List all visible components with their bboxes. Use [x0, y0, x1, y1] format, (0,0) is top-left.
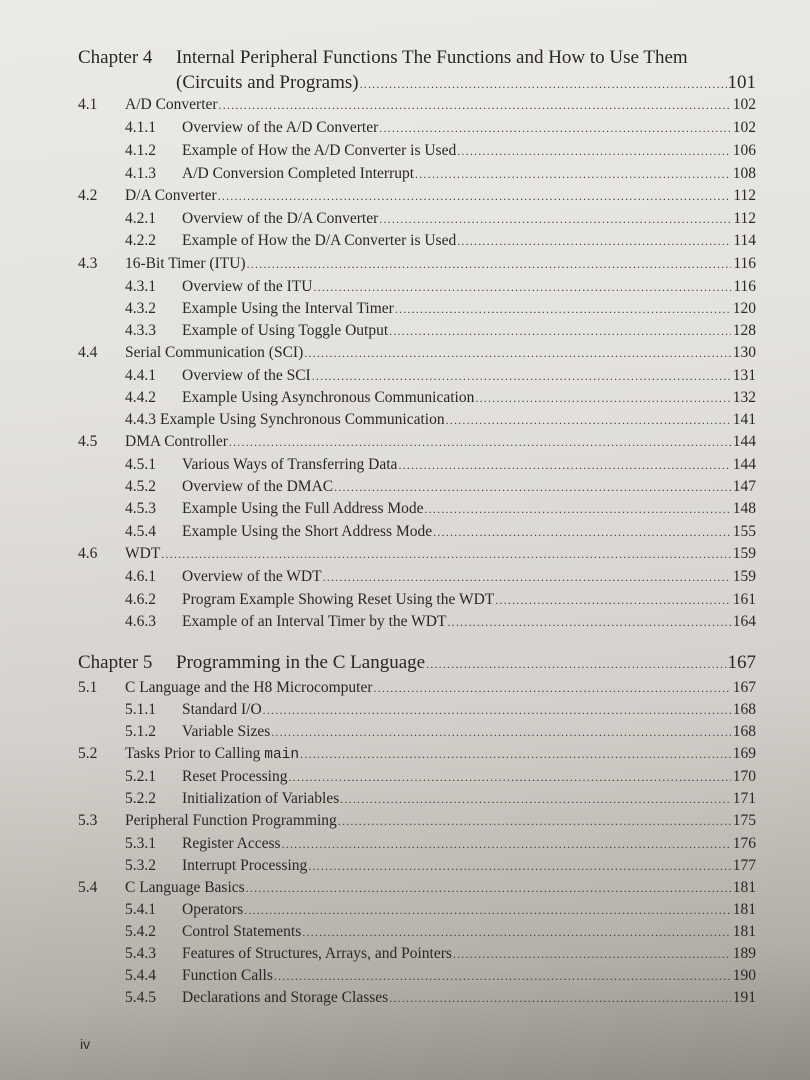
entry-number: 5.4	[78, 879, 98, 896]
toc-entry-4-6[interactable]	[78, 544, 756, 564]
page-number: 181	[732, 879, 756, 896]
entry-number: 4.3.1	[125, 278, 156, 295]
entry-number: 5.4.5	[125, 989, 156, 1006]
page-number: 181	[732, 923, 756, 940]
page-number: 175	[732, 812, 756, 829]
entry-number: 4.1.3	[125, 165, 156, 182]
entry-number: 4.6	[78, 545, 98, 562]
toc-entry-4-2-1[interactable]	[78, 209, 756, 229]
toc-entry-4-5-1[interactable]	[78, 455, 756, 475]
dot-leader	[389, 321, 731, 341]
entry-number: 4.5.3	[125, 500, 156, 517]
entry-title: Initialization of Variables	[182, 790, 340, 807]
entry-title: Example of Using Toggle Output	[182, 322, 389, 339]
entry-title: Example of How the D/A Converter is Used	[182, 232, 457, 249]
entry-title: Control Statements	[182, 923, 302, 940]
entry-number: 4.2.1	[125, 210, 156, 227]
entry-title: Serial Communication (SCI)	[125, 344, 304, 361]
entry-title: C Language and the H8 Microcomputer	[125, 679, 373, 696]
entry-title: Example Using Asynchronous Communication	[182, 389, 475, 406]
page-number: 155	[732, 523, 756, 540]
entry-title	[125, 744, 299, 765]
dot-leader	[340, 789, 731, 809]
entry-title: Example Using the Interval Timer	[182, 300, 394, 317]
dot-leader	[379, 209, 731, 229]
entry-title: Function Calls	[182, 967, 273, 984]
entry-number: 5.2.1	[125, 768, 156, 785]
entry-title: Example Using Synchronous Communication	[160, 411, 445, 428]
page-number: 148	[732, 500, 756, 517]
page-number: 171	[732, 790, 756, 807]
dot-leader	[247, 254, 731, 274]
toc-entry-5-3-2[interactable]	[78, 856, 756, 876]
chapter-5-entry[interactable]	[78, 651, 756, 676]
toc-entry-4-6-2[interactable]	[78, 590, 756, 610]
entry-number: 4.3	[78, 255, 98, 272]
dot-leader	[425, 499, 731, 519]
page-number: 191	[732, 989, 756, 1006]
entry-number: 4.1.1	[125, 119, 156, 136]
toc-entry-5-2[interactable]	[78, 744, 756, 765]
page-number: 116	[733, 255, 756, 272]
page-number: 170	[732, 768, 756, 785]
entry-title: A/D Conversion Completed Interrupt	[182, 165, 415, 182]
page-number: 102	[732, 119, 756, 136]
toc-entry-4-1-3[interactable]	[78, 164, 756, 184]
toc-entry-4-3[interactable]	[78, 254, 756, 274]
page-folio: iv	[80, 1036, 91, 1052]
dot-leader	[263, 700, 731, 720]
entry-number: 4.4.1	[125, 367, 156, 384]
page-number: 131	[732, 367, 756, 384]
page-number: 130	[732, 344, 756, 361]
page-number: 144	[732, 433, 756, 450]
toc-entry-4-1-1[interactable]	[78, 118, 756, 138]
entry-title: Example Using the Short Address Mode	[182, 523, 433, 540]
entry-number: 5.1.1	[125, 701, 156, 718]
entry-number: 4.6.3	[125, 613, 156, 630]
entry-number: 5.2	[78, 745, 98, 762]
entry-number: 4.6.2	[125, 591, 156, 608]
entry-title: Overview of the WDT	[182, 568, 322, 585]
dot-leader	[229, 432, 731, 452]
page-number: 101	[727, 72, 756, 93]
dot-leader	[302, 922, 731, 942]
code-keyword-main: main	[264, 747, 300, 763]
page-number: 167	[727, 652, 756, 673]
page-number: 159	[732, 545, 756, 562]
entry-title: Operators	[182, 901, 244, 918]
toc-entry-5-4-1[interactable]	[78, 900, 756, 920]
page-number: 112	[733, 210, 756, 227]
entry-title: Overview of the A/D Converter	[182, 119, 379, 136]
page-number: 102	[732, 96, 756, 113]
page-number: 169	[732, 745, 756, 762]
chapter-title-line1: Internal Peripheral Functions The Functions and How to Use Them	[176, 47, 688, 68]
entry-number: 4.1	[78, 96, 98, 113]
toc-entry-5-4-3[interactable]	[78, 944, 756, 964]
page-number: 114	[733, 232, 756, 249]
dot-leader	[415, 164, 731, 184]
entry-title: DMA Controller	[125, 433, 228, 450]
dot-leader	[374, 678, 732, 698]
dot-leader	[457, 141, 731, 161]
entry-title: Overview of the D/A Converter	[182, 210, 379, 227]
entry-number: 5.2.2	[125, 790, 156, 807]
entry-number: 4.4.2	[125, 389, 156, 406]
entry-number: 4.5.2	[125, 478, 156, 495]
page-number: 190	[732, 967, 756, 984]
entry-number: 5.4.4	[125, 967, 156, 984]
page-number: 128	[732, 322, 756, 339]
dot-leader	[398, 455, 731, 475]
entry-title: WDT	[125, 545, 161, 562]
dot-leader	[338, 811, 731, 831]
entry-number: 5.4.2	[125, 923, 156, 940]
toc-entry-4-5-4[interactable]	[78, 522, 756, 542]
entry-title: Standard I/O	[182, 701, 262, 718]
entry-number: 5.3	[78, 812, 98, 829]
dot-leader	[379, 118, 731, 138]
toc-entry-4-4[interactable]	[78, 343, 756, 363]
entry-number: 5.3.1	[125, 835, 156, 852]
page-number: 189	[732, 945, 756, 962]
page-number: 164	[732, 613, 756, 630]
page-number: 147	[732, 478, 756, 495]
toc-entry-4-5-2[interactable]	[78, 477, 756, 497]
toc-entry-4-5-3[interactable]	[78, 499, 756, 519]
dot-leader	[304, 343, 731, 363]
page-number: 181	[732, 901, 756, 918]
chapter-title-line2: (Circuits and Programs)	[176, 72, 359, 93]
page-number: 132	[732, 389, 756, 406]
entry-title: Variable Sizes	[182, 723, 271, 740]
page-number: 141	[732, 411, 756, 428]
page-number: 106	[732, 142, 756, 159]
page-number: 167	[732, 679, 756, 696]
page-number: 168	[732, 701, 756, 718]
dot-leader	[313, 277, 731, 297]
entry-title: 16-Bit Timer (ITU)	[125, 255, 246, 272]
toc-entry-5-4-2[interactable]	[78, 922, 756, 942]
entry-title: Register Access	[182, 835, 281, 852]
entry-title: D/A Converter	[125, 187, 217, 204]
toc-entry-5-3-1[interactable]	[78, 834, 756, 854]
entry-number: 5.4.3	[125, 945, 156, 962]
chapter-4-entry[interactable]	[176, 71, 756, 96]
entry-number: 4.2	[78, 187, 98, 204]
entry-number: 4.5	[78, 433, 98, 450]
entry-number: 4.1.2	[125, 142, 156, 159]
dot-leader	[453, 944, 731, 964]
chapter-number: Chapter 5	[78, 652, 153, 673]
entry-number: 4.5.4	[125, 523, 156, 540]
entry-title: Interrupt Processing	[182, 857, 308, 874]
page-number: 176	[732, 835, 756, 852]
dot-leader	[308, 856, 731, 876]
entry-title: Example Using the Full Address Mode	[182, 500, 424, 517]
page-number: 144	[732, 456, 756, 473]
dot-leader	[288, 767, 731, 787]
toc-entry-4-1[interactable]	[78, 95, 756, 115]
toc-entry-4-4-2[interactable]	[78, 388, 756, 408]
toc-entry-4-3-3[interactable]	[78, 321, 756, 341]
dot-leader	[219, 95, 731, 115]
page-number: 112	[733, 187, 756, 204]
page-number: 120	[732, 300, 756, 317]
entry-title-text: Tasks Prior to Calling	[125, 745, 265, 762]
page-number: 116	[733, 278, 756, 295]
entry-title: Overview of the DMAC	[182, 478, 334, 495]
entry-title: Overview of the SCI	[182, 367, 311, 384]
toc-entry-5-4[interactable]	[78, 878, 756, 898]
dot-leader	[360, 72, 727, 96]
dot-leader	[244, 900, 731, 920]
dot-leader	[282, 834, 731, 854]
entry-number: 5.4.1	[125, 901, 156, 918]
entry-title: Example of an Interval Timer by the WDT	[182, 613, 447, 630]
entry-number: 4.5.1	[125, 456, 156, 473]
page-number: 159	[732, 568, 756, 585]
toc-entry-5-3[interactable]	[78, 811, 756, 831]
entry-title: Various Ways of Transferring Data	[182, 456, 398, 473]
entry-title: Example of How the A/D Converter is Used	[182, 142, 457, 159]
dot-leader	[389, 988, 731, 1008]
dot-leader	[446, 410, 731, 430]
dot-leader	[271, 722, 731, 742]
chapter-number: Chapter 4	[78, 47, 153, 68]
entry-number: 4.6.1	[125, 568, 156, 585]
entry-number: 4.4	[78, 344, 98, 361]
chapter-4-heading	[78, 46, 688, 70]
dot-leader	[312, 366, 731, 386]
entry-number: 4.3.3	[125, 322, 156, 339]
page-number: 161	[732, 591, 756, 608]
dot-leader	[447, 612, 731, 632]
entry-title: C Language Basics	[125, 879, 245, 896]
entry-title: Overview of the ITU	[182, 278, 313, 295]
toc-entry-4-5[interactable]	[78, 432, 756, 452]
entry-title: Reset Processing	[182, 768, 288, 785]
entry-title: A/D Converter	[125, 96, 218, 113]
toc-entry-5-1-2[interactable]	[78, 722, 756, 742]
entry-title: Program Example Showing Reset Using the WDT	[182, 591, 495, 608]
entry-title: Peripheral Function Programming	[125, 812, 337, 829]
dot-leader	[274, 966, 731, 986]
chapter-title: Programming in the C Language	[176, 652, 426, 673]
entry-number: 5.1.2	[125, 723, 156, 740]
dot-leader	[161, 544, 731, 564]
toc-entry-4-1-2[interactable]	[78, 141, 756, 161]
toc-entry-4-6-3[interactable]	[78, 612, 756, 632]
toc-entry-4-2-2[interactable]	[78, 231, 756, 251]
dot-leader	[457, 231, 731, 251]
toc-entry-4-4-3[interactable]	[78, 410, 756, 430]
dot-leader	[426, 652, 726, 676]
entry-number: 5.1	[78, 679, 98, 696]
page-number: 177	[732, 857, 756, 874]
dot-leader	[300, 744, 731, 764]
dot-leader	[395, 299, 731, 319]
page-number: 168	[732, 723, 756, 740]
toc-entry-5-1[interactable]	[78, 678, 756, 698]
entry-title: Features of Structures, Arrays, and Pointers	[182, 945, 452, 962]
page-number: 108	[732, 165, 756, 182]
toc-entry-4-3-1[interactable]	[78, 277, 756, 297]
dot-leader	[323, 567, 731, 587]
dot-leader	[433, 522, 731, 542]
toc-entry-5-2-2[interactable]	[78, 789, 756, 809]
dot-leader	[475, 388, 731, 408]
toc-entry-4-6-1[interactable]	[78, 567, 756, 587]
dot-leader	[218, 186, 731, 206]
dot-leader	[246, 878, 731, 898]
toc-entry-4-3-2[interactable]	[78, 299, 756, 319]
toc-entry-4-4-1[interactable]	[78, 366, 756, 386]
entry-number: 4.4.3	[125, 411, 156, 428]
toc-entry-5-4-5[interactable]	[78, 988, 756, 1008]
toc-entry-5-4-4[interactable]	[78, 966, 756, 986]
entry-number: 5.3.2	[125, 857, 156, 874]
entry-title: Declarations and Storage Classes	[182, 989, 389, 1006]
dot-leader	[334, 477, 731, 497]
entry-number: 4.3.2	[125, 300, 156, 317]
entry-number: 4.2.2	[125, 232, 156, 249]
dot-leader	[495, 590, 731, 610]
toc-entry-4-2[interactable]	[78, 186, 756, 206]
toc-entry-5-1-1[interactable]	[78, 700, 756, 720]
toc-entry-5-2-1[interactable]	[78, 767, 756, 787]
